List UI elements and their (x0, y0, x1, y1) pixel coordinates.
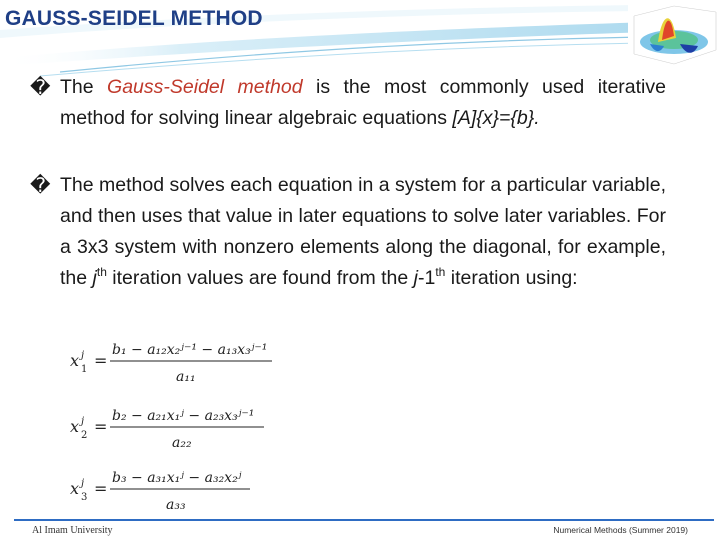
equation-lhs-sup: j (81, 416, 85, 427)
equation-lhs: x (70, 479, 80, 498)
superscript-th: th (96, 265, 107, 279)
equation-lhs-sub: 2 (81, 430, 88, 441)
bullet-2-text-a: The method solves each equation in a system for a particular variable, and then uses that value in later equations to solve later variables. For a 3x3 system with nonzero elements along the diagonal, for example, the (60, 174, 666, 289)
equation-numerator: b₂ − a₂₁x₁ʲ − a₂₃x₃ʲ⁻¹ (112, 408, 255, 424)
equation-denominator: a₂₂ (172, 435, 192, 451)
equals-sign: = (94, 479, 108, 498)
equation-denominator: a₁₁ (176, 369, 196, 385)
equation-numerator: b₁ − a₁₂x₂ʲ⁻¹ − a₁₃x₃ʲ⁻¹ (112, 342, 268, 358)
equation-x2 (66, 400, 286, 454)
footer-course: Numerical Methods (Summer 2019) (553, 525, 688, 535)
equation-lhs-sub: 1 (81, 364, 88, 375)
slide-title: GAUSS-SEIDEL METHOD (5, 7, 263, 30)
equation-lhs: x (70, 417, 80, 436)
bullet-paragraph-1 (30, 72, 666, 134)
matrix-equation: [A]{x}={b}. (452, 107, 540, 129)
3d-surface-plot-icon (628, 2, 720, 66)
bullet-2-text-b: iteration values are found from the (106, 267, 414, 289)
bullet-1-prefix: The (60, 76, 108, 98)
footer-institution: Al Imam University (32, 525, 113, 536)
superscript-th-2: th (435, 265, 446, 279)
minus-one: -1 (418, 267, 436, 289)
equation-lhs-sup: j (81, 350, 85, 361)
equals-sign: = (94, 417, 108, 436)
equation-numerator: b₃ − a₃₁x₁ʲ − a₃₂x₂ʲ (112, 470, 242, 486)
equals-sign: = (94, 351, 108, 370)
equation-lhs-sub: 3 (81, 492, 88, 503)
iteration-index-j: j (92, 267, 97, 289)
bullet-marker: � (30, 173, 51, 197)
equation-lhs-sup: j (81, 478, 85, 489)
bullet-marker: � (30, 75, 51, 99)
bullet-paragraph-2 (30, 170, 666, 294)
equation-x3 (66, 462, 286, 516)
equation-lhs: x (70, 351, 80, 370)
equation-x1 (66, 334, 286, 388)
iteration-index-j-prev: j (413, 267, 418, 289)
gauss-seidel-emphasis: Gauss-Seidel method (107, 76, 303, 98)
footer-rule (14, 519, 714, 521)
bullet-2-text-c: iteration using: (445, 267, 578, 289)
equation-denominator: a₃₃ (166, 497, 186, 513)
bullet-1-text: is the most commonly used iterative method for solving linear algebraic equations (60, 76, 666, 129)
